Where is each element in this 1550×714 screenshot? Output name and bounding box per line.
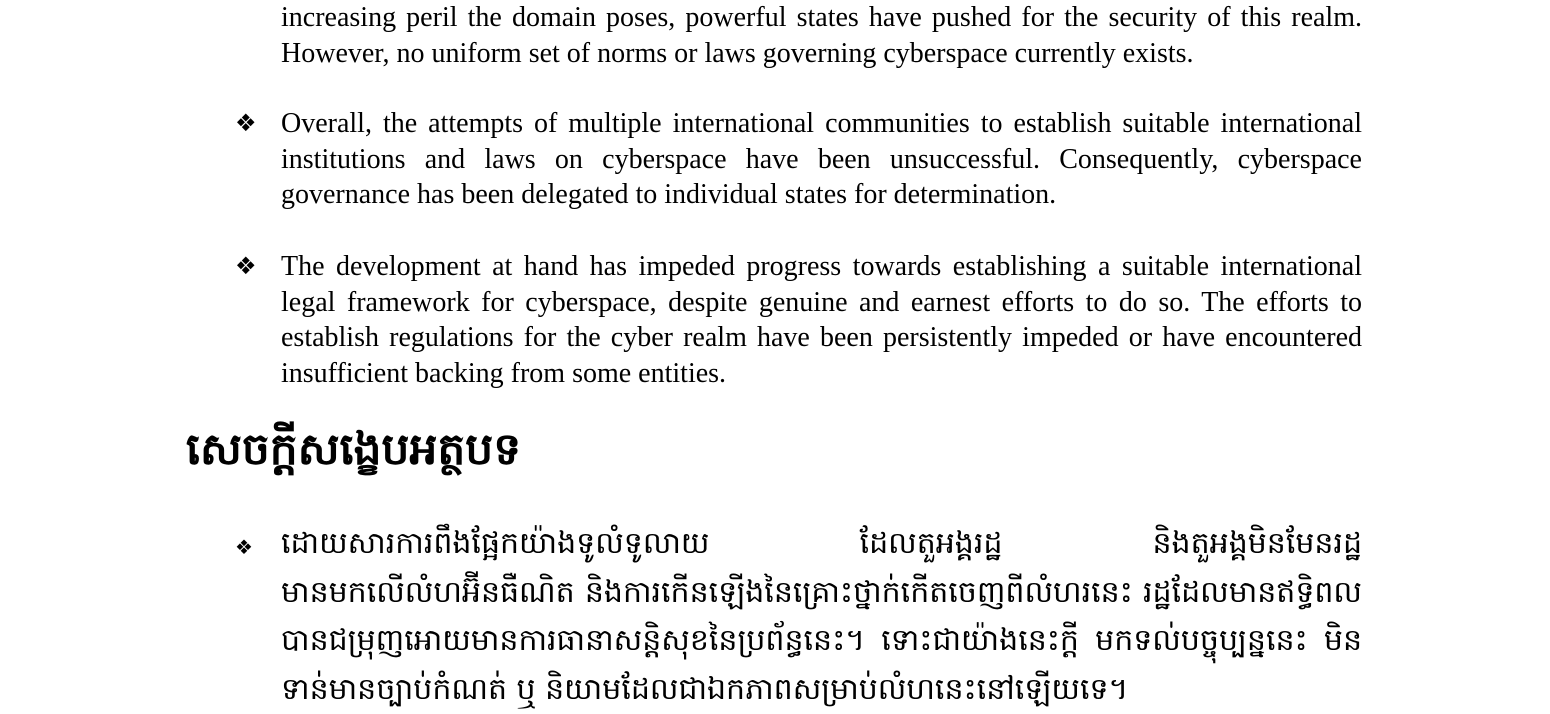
diamond-bullet-icon: ❖ [235, 109, 257, 137]
bullet-item-1 [235, 106, 1362, 213]
bullet-text-2: The development at hand has impeded progress towards establishing a suitable international legal framework for cyberspace, despite genuine and earnest efforts to do so. The efforts to establish regulations for the cyber realm have been persistently impeded or have encountered insufficient backing from some entities. [281, 251, 1362, 390]
khmer-section-heading: សេចក្តីសង្ខេបអត្ថបទ [186, 424, 522, 475]
diamond-bullet-icon: ❖ [235, 535, 253, 559]
diamond-bullet-icon: ❖ [235, 252, 257, 280]
continuation-paragraph: increasing peril the domain poses, powerful states have pushed for the security of this realm. However, no uniform set of norms or laws governing cyberspace currently exists. [281, 2, 1362, 69]
bullet-item-2 [235, 249, 1362, 392]
khmer-bullet-text-1: ដោយសារការពឹងផ្អែកយ៉ាងទូលំទូលាយ ដែលតួអង្គរដ្ឋ និងតួអង្គមិនមែនរដ្ឋមានមកលើលំហអ៊ីនធឺណិត និងការកើនឡើងនៃគ្រោះថ្នាក់កើតចេញពីលំហរនេះ រដ្ឋដែលមានឥទ្ធិពលបានជម្រុញអោយមានការធានាសន្តិសុខនៃប្រព័ន្ធនេះ។ ទោះជាយ៉ាងនេះក្តី មកទល់បច្ចុប្បន្ននេះ មិនទាន់មានច្បាប់កំណត់ ឬ និយាមដែលជាឯកភាពសម្រាប់លំហនេះនៅឡើយទេ។ [281, 526, 1362, 707]
bullet-text-1: Overall, the attempts of multiple international communities to establish suitable international institutions and laws on cyberspace have been unsuccessful. Consequently, cyberspace governance has been delegated to individual states for determination. [281, 108, 1362, 211]
khmer-bullet-item-1 [235, 520, 1362, 714]
